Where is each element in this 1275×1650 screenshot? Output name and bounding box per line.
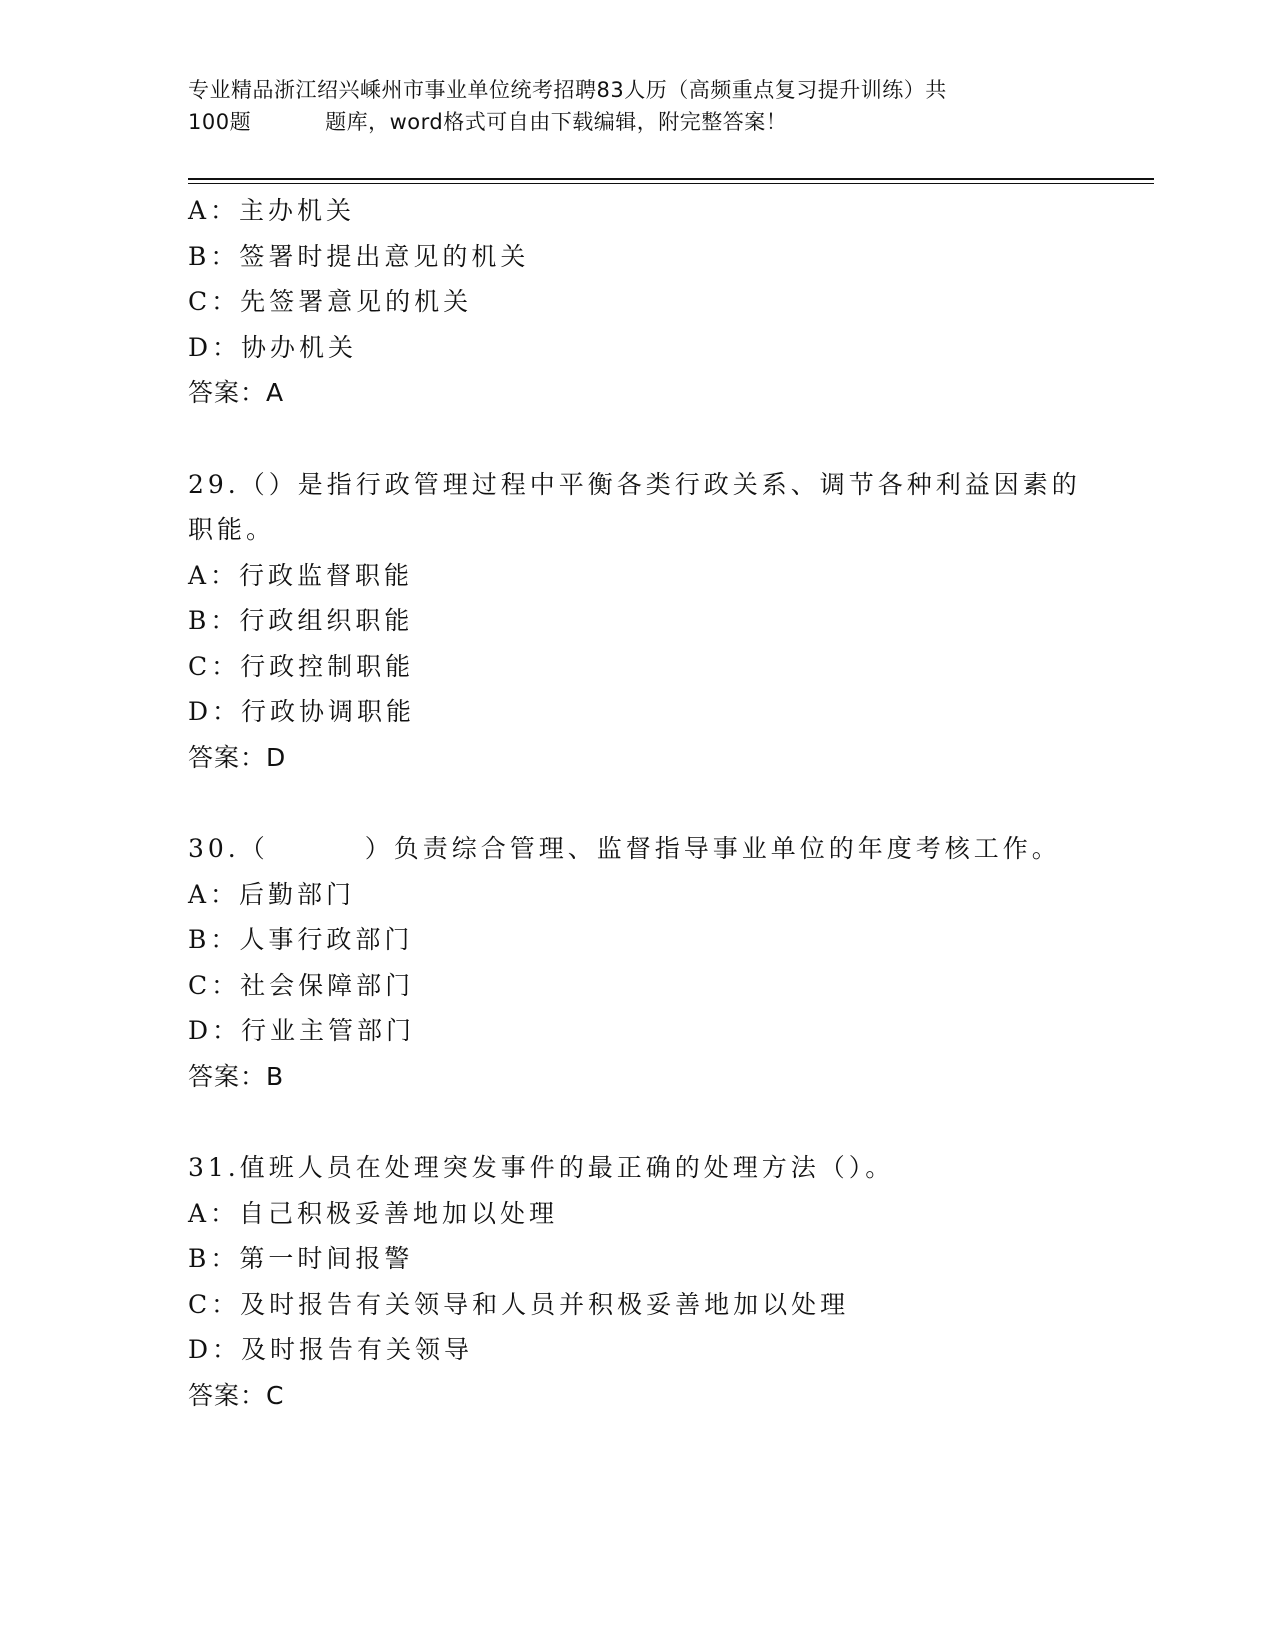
option-c: C：行政控制职能 [188,651,415,681]
header-title-line-1: 专业精品浙江绍兴嵊州市事业单位统考招聘83人历（高频重点复习提升训练）共 [188,78,947,102]
question-stem-start: 30.（ [188,834,269,863]
option-d: D：行政协调职能 [188,697,416,726]
option-d: D：及时报告有关领导 [188,1335,474,1364]
question-stem: 29.（）是指行政管理过程中平衡各类行政关系、调节各种利益因素的 [188,469,1081,499]
option-c: C：及时报告有关领导和人员并积极妥善地加以处理 [188,1289,850,1319]
question-29 [188,462,1148,781]
option-a: A：行政监督职能 [188,560,414,590]
option-a: A：自己积极妥善地加以处理 [188,1198,559,1228]
option-c: C：先签署意见的机关 [188,287,473,316]
answer-value: A [266,378,285,407]
option-d: D：行业主管部门 [188,1016,416,1045]
header-title-line-2 [188,106,1088,138]
option-b: B：第一时间报警 [188,1244,414,1273]
option-b: B：签署时提出意见的机关 [188,241,530,271]
answer-line [188,1054,1148,1100]
answer-label: 答案： [188,742,267,772]
question-list [188,188,1148,1418]
header-description: 题库，word格式可自由下载编辑，附完整答案！ [325,110,788,134]
option-b: B：人事行政部门 [188,925,414,954]
header-divider-thick [188,178,1154,180]
option-a: A：后勤部门 [188,879,356,909]
question-30 [188,826,1148,1099]
header-divider-thin [188,183,1154,184]
answer-line [188,735,1148,781]
document-header [188,74,1088,138]
question-stem [188,826,1148,872]
answer-label: 答案： [188,1380,267,1410]
question-stem: 31.值班人员在处理突发事件的最正确的处理方法（）。 [188,1153,895,1182]
option-b: B：行政组织职能 [188,606,414,635]
option-c: C：社会保障部门 [188,970,415,1000]
answer-value: C [266,1380,285,1410]
answer-value: B [266,1061,285,1091]
question-stem-end: ）负责综合管理、监督指导事业单位的年度考核工作。 [364,834,1061,863]
question-31 [188,1145,1148,1418]
header-count: 100题 [188,110,252,134]
question-28 [188,188,1148,416]
option-d: D：协办机关 [188,332,358,362]
answer-label: 答案： [188,378,267,407]
answer-line [188,370,1148,416]
question-stem-continued: 职能。 [188,515,276,544]
answer-label: 答案： [188,1061,267,1091]
answer-line [188,1373,1148,1419]
answer-value: D [266,742,287,772]
option-a: A：主办机关 [188,196,356,225]
